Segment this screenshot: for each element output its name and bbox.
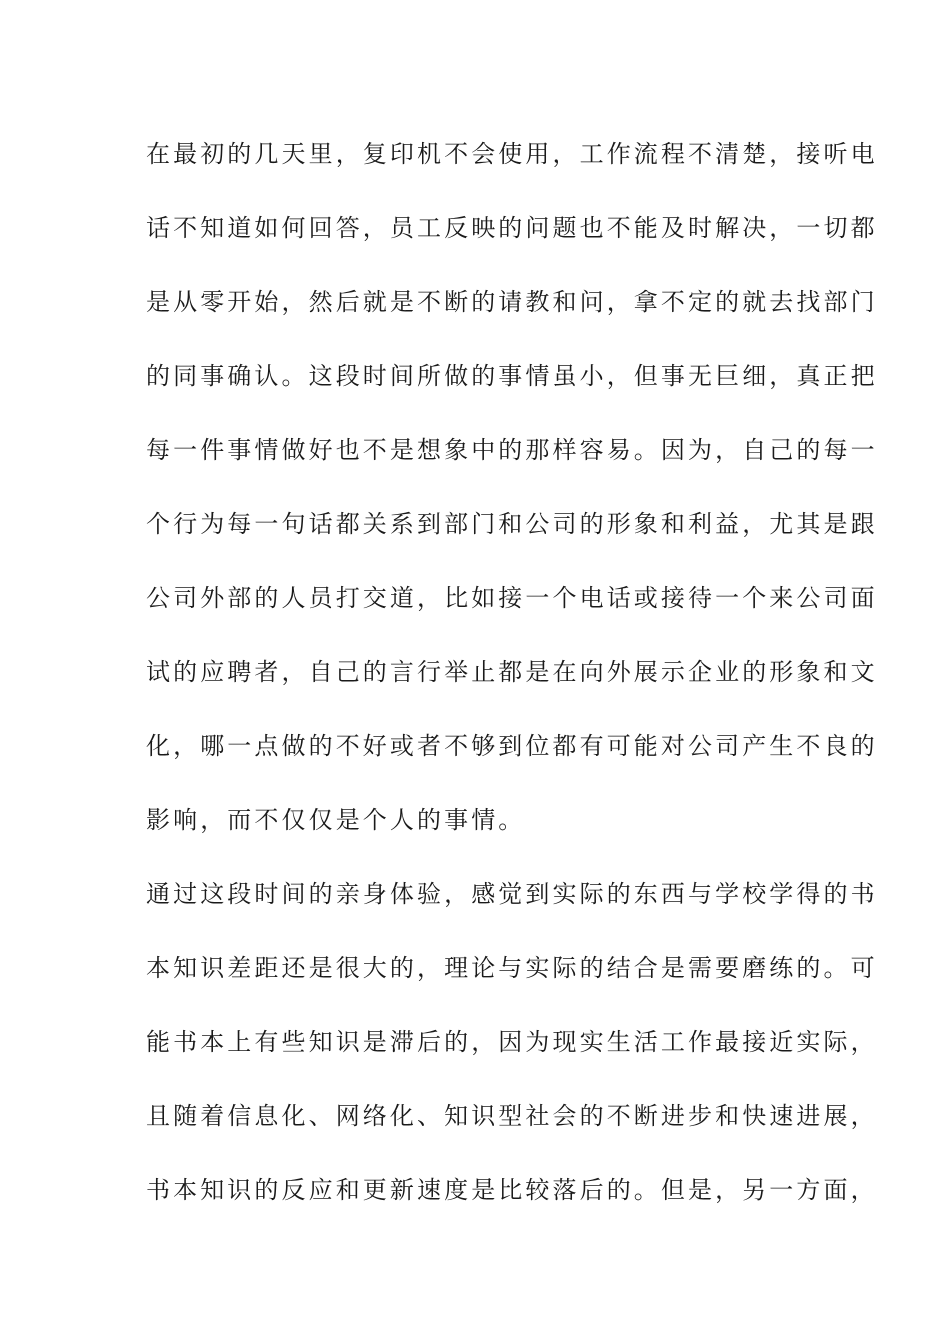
text-line-10: 影响，而不仅仅是个人的事情。: [146, 806, 526, 834]
text-line-6: 个行为每一句话都关系到部门和公司的形象和利益，尤其是跟: [146, 510, 878, 538]
text-line-14: 且随着信息化、网络化、知识型社会的不断进步和快速进展，: [146, 1102, 878, 1130]
text-line-2: 话不知道如何回答，员工反映的问题也不能及时解决，一切都: [146, 214, 878, 242]
text-line-15: 书本知识的反应和更新速度是比较落后的。但是，另一方面，: [146, 1176, 878, 1204]
text-line-8: 试的应聘者，自己的言行举止都是在向外展示企业的形象和文: [146, 658, 878, 686]
text-line-9: 化，哪一点做的不好或者不够到位都有可能对公司产生不良的: [146, 732, 878, 760]
text-line-7: 公司外部的人员打交道，比如接一个电话或接待一个来公司面: [146, 584, 878, 612]
text-line-13: 能书本上有些知识是滞后的，因为现实生活工作最接近实际，: [146, 1028, 878, 1056]
text-line-11: 通过这段时间的亲身体验，感觉到实际的东西与学校学得的书: [146, 880, 878, 908]
text-line-12: 本知识差距还是很大的，理论与实际的结合是需要磨练的。可: [146, 954, 878, 982]
text-line-3: 是从零开始，然后就是不断的请教和问，拿不定的就去找部门: [146, 288, 878, 316]
text-line-5: 每一件事情做好也不是想象中的那样容易。因为，自己的每一: [146, 436, 878, 464]
text-line-1: 在最初的几天里，复印机不会使用，工作流程不清楚，接听电: [146, 140, 878, 168]
text-line-4: 的同事确认。这段时间所做的事情虽小，但事无巨细，真正把: [146, 362, 878, 390]
